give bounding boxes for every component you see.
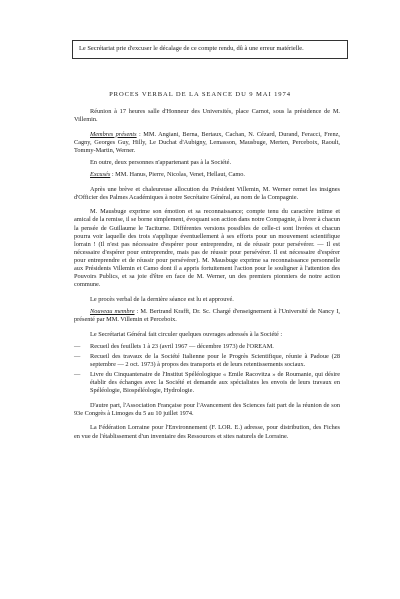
others-present: En outre, deux personnes n'appartenant pas à la Société.: [90, 158, 232, 166]
afas-paragraph: D'autre part, l'Association Française pour l'Avancement des Sciences fait part de la réunion de son 93e Congrès à Limoges du 5 au 10 juillet 1974.: [74, 401, 340, 417]
list-item-text: Recueil des travaux de la Société Italienne pour le Progrès Scientifique, réunie à Padoue (28 septembre — 2 oct. 1973) à propos des transports et de leurs retentissements sociaux.: [90, 352, 340, 368]
new-member-label: Nouveau membre: [90, 307, 135, 315]
dash-bullet: —: [74, 352, 81, 360]
members-list: : MM. Angiani, Berna, Bertaux, Cachan, N. Cézard, Durand, Feracci, Frenz, Cagny, Georges Guy, Hilly, Le Duchat d'Aubigny, Lemasson, Mausbuge, Merten, Perceboix, Raoult, Tommy-Martin, Werner.: [74, 130, 340, 154]
list-item-text: Recueil des feuillets 1 à 23 (avril 1967 — décembre 1973) de l'OREAM.: [90, 342, 274, 350]
list-item: [74, 353, 340, 369]
dash-bullet: —: [74, 342, 81, 350]
secretariat-paragraph: Le Secrétariat Général fait circuler quelques ouvrages adressés à la Société :: [90, 330, 283, 338]
list-item: [74, 371, 340, 395]
mausbuge-paragraph: M. Mausbuge exprime son émotion et sa reconnaissance; compte tenu du caractère intime et amical de la remise, il se borne simplement, évoquant son action dans notre Compagnie, à livrer à chacun la pensée de Guillaume le Taciturne. Différentes versions possibles de celle-ci sont livrées et chacun pourra voir laquelle des trois s'applique éventuellement à ses efforts pour un mouvement scientifique lorrain ! (Il n'est pas nécessaire d'espérer pour entreprendre, ni de réussir pour persévérer. — Il est nécessaire d'espérer pour entreprendre, mais pas de réussir pour persévérer. Il est nécessaire d'espérer pour entreprendre et de réussir pour persévérer). M. Mausbuge exprime sa reconnaissance personnelle aux Présidents Villemin et Camo dont il a appris fortuitement l'action pour le souligner à l'attention des Pouvoirs Publics, et sa joie d'être en face de M. Werner, un des premiers pionniers de notre action commune.: [74, 208, 340, 289]
new-member-text: : M. Bertrand Krafft, Dr. Sc. Chargé d'enseignement à l'Université de Nancy I, présenté par MM. Villemin et Perceboix.: [74, 307, 340, 323]
list-item: [74, 343, 340, 351]
new-member: [74, 308, 340, 324]
excused-list: : MM. Hanus, Pierre, Nicolas, Venet, Hellaut, Camo.: [110, 171, 245, 179]
flore-paragraph: La Fédération Lorraine pour l'Environnement (F. LOR. E.) adresse, pour distribution, des Fiches en vue de l'établissement d'un inventaire des Ressources et sites naturels de Lorraine.: [74, 424, 340, 440]
page-title: PROCES VERBAL DE LA SEANCE DU 9 MAI 1974: [109, 91, 291, 98]
members-present: [74, 131, 340, 155]
excused: [74, 171, 340, 179]
erratum-notice: [72, 40, 348, 59]
erratum-text: Le Secrétariat prie d'excuser le décalage de ce compte rendu, dû à une erreur matérielle.: [79, 45, 304, 52]
meeting-intro: Réunion à 17 heures salle d'Honneur des Universités, place Carnot, sous la présidence de M. Villemin.: [74, 108, 340, 124]
excused-label: Excusés: [90, 171, 111, 179]
members-label: Membres présents: [90, 130, 137, 138]
dash-bullet: —: [74, 370, 81, 378]
list-item-text: Livre du Cinquantenaire de l'Institut Spéléologique « Emile Racovitza » de Roumanie, qui désire établir des échanges avec la Société et demande aux spécialistes les envois de leurs travaux en Spéléologie, Biospéléologie, Hydrologie.: [90, 370, 340, 395]
minutes-body: [74, 108, 340, 447]
allocution-paragraph: Après une brève et chaleureuse allocution du Président Villemin, M. Werner remet les insignes d'Officier des Palmes Académiques à notre Secrétaire Général, au nom de la Compagnie.: [74, 185, 340, 201]
minutes-approval: Le procès verbal de la dernière séance est lu et approuvé.: [90, 295, 234, 303]
